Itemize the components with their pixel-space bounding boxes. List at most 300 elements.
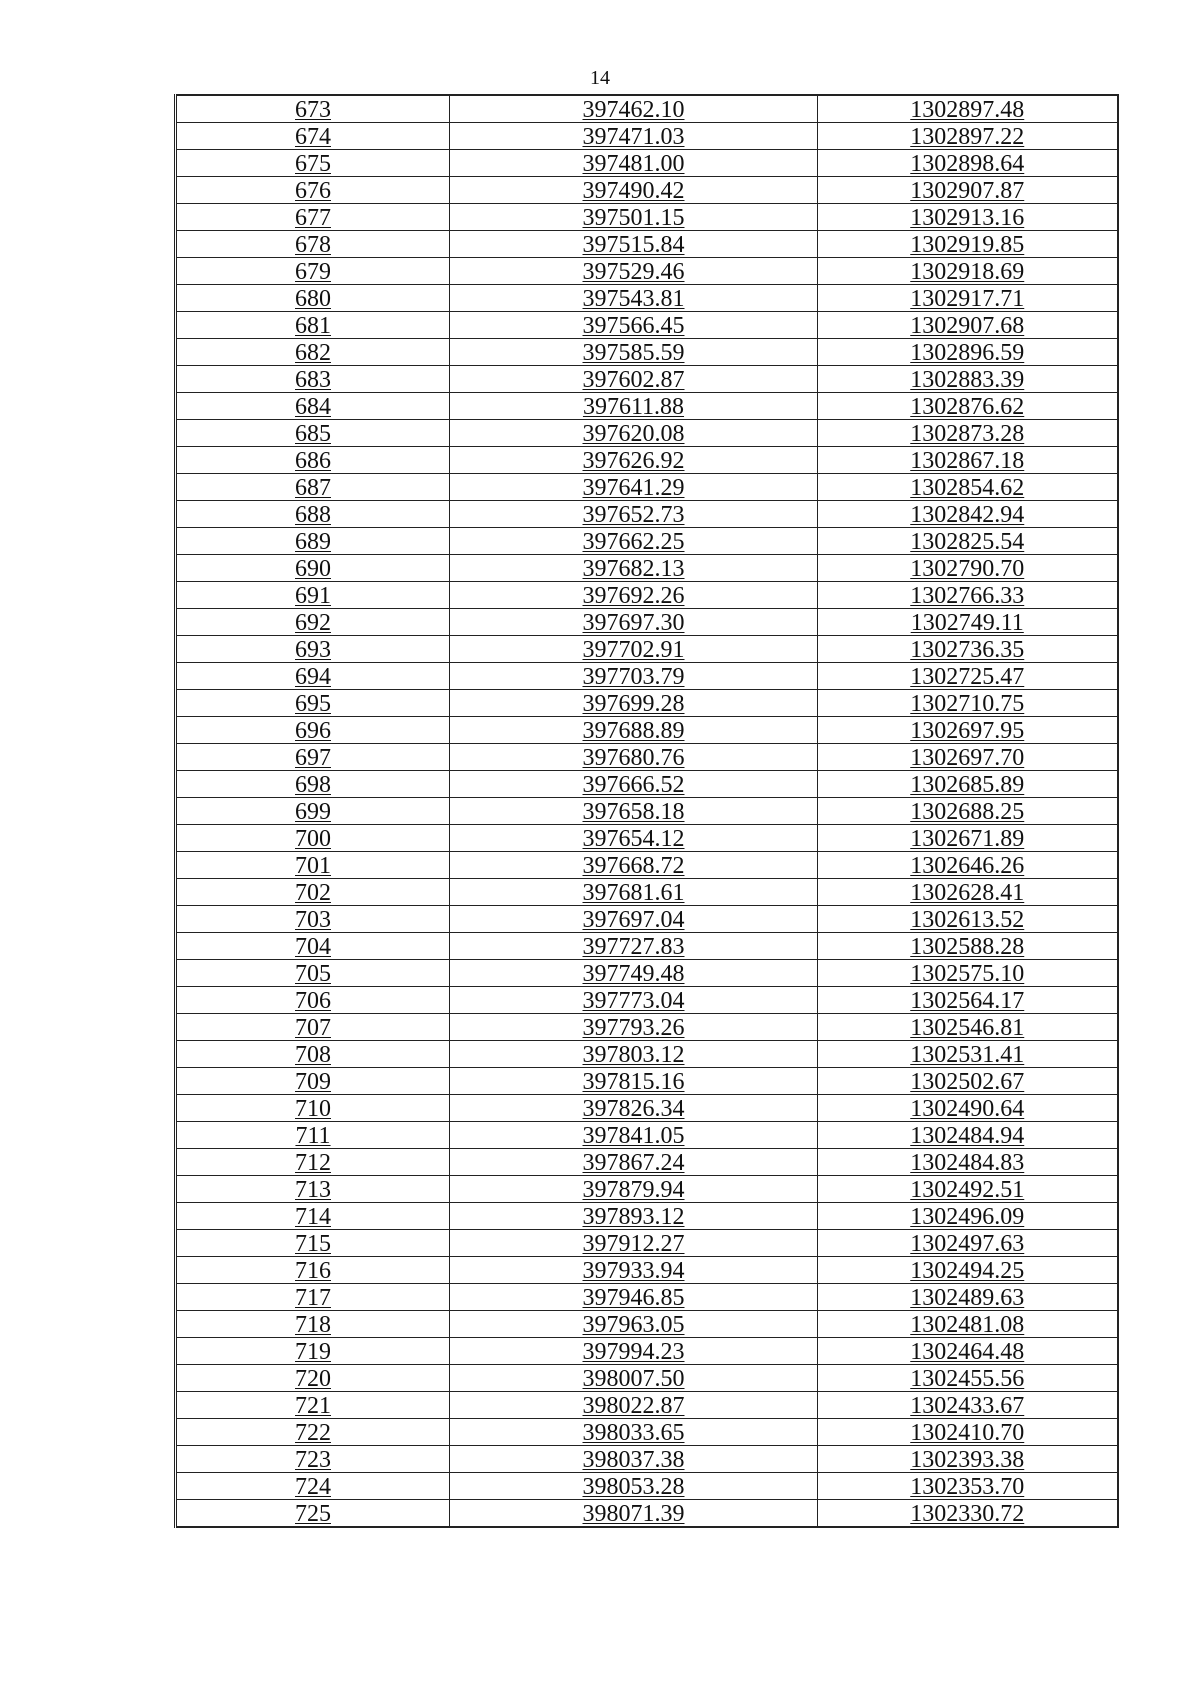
y-coordinate-cell-text: 1302907.68 <box>910 313 1025 339</box>
table-row <box>176 1122 1118 1149</box>
x-coordinate-cell-text: 397912.27 <box>582 1231 685 1257</box>
table-row <box>176 1014 1118 1041</box>
y-coordinate-cell <box>818 231 1118 258</box>
point-number-cell <box>176 1365 450 1392</box>
y-coordinate-cell <box>818 1257 1118 1284</box>
x-coordinate-cell-text: 397946.85 <box>582 1285 685 1311</box>
table-row <box>176 1311 1118 1338</box>
y-coordinate-cell-text: 1302646.26 <box>910 853 1025 879</box>
table-row <box>176 960 1118 987</box>
y-coordinate-cell-text: 1302918.69 <box>910 259 1025 285</box>
y-coordinate-cell <box>818 123 1118 150</box>
x-coordinate-cell <box>450 798 818 825</box>
point-number-cell-text: 697 <box>295 745 331 771</box>
y-coordinate-cell-text: 1302464.48 <box>910 1339 1025 1365</box>
y-coordinate-cell <box>818 1311 1118 1338</box>
y-coordinate-cell-text: 1302697.70 <box>910 745 1025 771</box>
y-coordinate-cell <box>818 285 1118 312</box>
coordinates-table-body <box>176 95 1118 1527</box>
point-number-cell-text: 718 <box>295 1312 331 1338</box>
x-coordinate-cell-text: 397692.26 <box>582 583 685 609</box>
x-coordinate-cell <box>450 987 818 1014</box>
point-number-cell <box>176 1230 450 1257</box>
coordinates-table <box>174 94 1119 1528</box>
point-number-cell-text: 688 <box>295 502 331 528</box>
point-number-cell-text: 703 <box>295 907 331 933</box>
x-coordinate-cell <box>450 1365 818 1392</box>
point-number-cell-text: 699 <box>295 799 331 825</box>
table-row <box>176 95 1118 123</box>
x-coordinate-cell-text: 397620.08 <box>582 421 685 447</box>
table-row <box>176 771 1118 798</box>
table-row <box>176 366 1118 393</box>
table-row <box>176 1230 1118 1257</box>
point-number-cell-text: 682 <box>295 340 331 366</box>
y-coordinate-cell <box>818 366 1118 393</box>
y-coordinate-cell <box>818 690 1118 717</box>
point-number-cell <box>176 636 450 663</box>
point-number-cell-text: 687 <box>295 475 331 501</box>
y-coordinate-cell-text: 1302492.51 <box>910 1177 1025 1203</box>
point-number-cell <box>176 474 450 501</box>
y-coordinate-cell <box>818 258 1118 285</box>
point-number-cell-text: 684 <box>295 394 331 420</box>
y-coordinate-cell <box>818 1446 1118 1473</box>
table-row <box>176 852 1118 879</box>
point-number-cell <box>176 852 450 879</box>
table-row <box>176 1149 1118 1176</box>
x-coordinate-cell <box>450 690 818 717</box>
table-row <box>176 717 1118 744</box>
y-coordinate-cell-text: 1302455.56 <box>910 1366 1025 1392</box>
y-coordinate-cell-text: 1302766.33 <box>910 583 1025 609</box>
y-coordinate-cell-text: 1302489.63 <box>910 1285 1025 1311</box>
y-coordinate-cell-text: 1302725.47 <box>910 664 1025 690</box>
x-coordinate-cell-text: 397585.59 <box>582 340 685 366</box>
table-row <box>176 825 1118 852</box>
y-coordinate-cell-text: 1302876.62 <box>910 394 1025 420</box>
x-coordinate-cell <box>450 609 818 636</box>
x-coordinate-cell-text: 397703.79 <box>582 664 685 690</box>
y-coordinate-cell <box>818 1338 1118 1365</box>
point-number-cell-text: 720 <box>295 1366 331 1392</box>
y-coordinate-cell-text: 1302433.67 <box>910 1393 1025 1419</box>
point-number-cell-text: 701 <box>295 853 331 879</box>
x-coordinate-cell-text: 398071.39 <box>582 1501 685 1527</box>
point-number-cell <box>176 960 450 987</box>
point-number-cell-text: 716 <box>295 1258 331 1284</box>
table-row <box>176 501 1118 528</box>
point-number-cell <box>176 1203 450 1230</box>
x-coordinate-cell-text: 397543.81 <box>582 286 685 312</box>
x-coordinate-cell <box>450 258 818 285</box>
table-row <box>176 258 1118 285</box>
point-number-cell <box>176 1257 450 1284</box>
x-coordinate-cell-text: 397688.89 <box>582 718 685 744</box>
point-number-cell-text: 686 <box>295 448 331 474</box>
table-row <box>176 1257 1118 1284</box>
y-coordinate-cell-text: 1302494.25 <box>910 1258 1025 1284</box>
y-coordinate-cell-text: 1302854.62 <box>910 475 1025 501</box>
table-row <box>176 447 1118 474</box>
x-coordinate-cell-text: 398033.65 <box>582 1420 685 1446</box>
x-coordinate-cell-text: 397994.23 <box>582 1339 685 1365</box>
x-coordinate-cell <box>450 1446 818 1473</box>
point-number-cell-text: 695 <box>295 691 331 717</box>
y-coordinate-cell-text: 1302867.18 <box>910 448 1025 474</box>
point-number-cell-text: 700 <box>295 826 331 852</box>
x-coordinate-cell-text: 397841.05 <box>582 1123 685 1149</box>
table-row <box>176 1095 1118 1122</box>
x-coordinate-cell <box>450 906 818 933</box>
x-coordinate-cell <box>450 1311 818 1338</box>
y-coordinate-cell-text: 1302825.54 <box>910 529 1025 555</box>
point-number-cell-text: 680 <box>295 286 331 312</box>
y-coordinate-cell <box>818 177 1118 204</box>
x-coordinate-cell <box>450 1392 818 1419</box>
x-coordinate-cell-text: 397501.15 <box>582 205 685 231</box>
x-coordinate-cell-text: 397867.24 <box>582 1150 685 1176</box>
x-coordinate-cell-text: 397749.48 <box>582 961 685 987</box>
x-coordinate-cell <box>450 1095 818 1122</box>
y-coordinate-cell-text: 1302575.10 <box>910 961 1025 987</box>
y-coordinate-cell-text: 1302484.83 <box>910 1150 1025 1176</box>
y-coordinate-cell <box>818 1041 1118 1068</box>
y-coordinate-cell <box>818 150 1118 177</box>
point-number-cell <box>176 339 450 366</box>
point-number-cell-text: 692 <box>295 610 331 636</box>
y-coordinate-cell <box>818 1419 1118 1446</box>
x-coordinate-cell <box>450 231 818 258</box>
x-coordinate-cell-text: 397666.52 <box>582 772 685 798</box>
table-row <box>176 474 1118 501</box>
x-coordinate-cell <box>450 123 818 150</box>
x-coordinate-cell <box>450 1257 818 1284</box>
x-coordinate-cell <box>450 366 818 393</box>
x-coordinate-cell <box>450 1041 818 1068</box>
x-coordinate-cell-text: 398007.50 <box>582 1366 685 1392</box>
point-number-cell <box>176 1311 450 1338</box>
table-row <box>176 906 1118 933</box>
point-number-cell-text: 719 <box>295 1339 331 1365</box>
y-coordinate-cell <box>818 1500 1118 1528</box>
x-coordinate-cell-text: 397699.28 <box>582 691 685 717</box>
point-number-cell-text: 712 <box>295 1150 331 1176</box>
y-coordinate-cell <box>818 312 1118 339</box>
point-number-cell-text: 689 <box>295 529 331 555</box>
point-number-cell-text: 713 <box>295 1177 331 1203</box>
table-row <box>176 123 1118 150</box>
point-number-cell-text: 675 <box>295 151 331 177</box>
point-number-cell <box>176 177 450 204</box>
y-coordinate-cell-text: 1302883.39 <box>910 367 1025 393</box>
y-coordinate-cell-text: 1302671.89 <box>910 826 1025 852</box>
x-coordinate-cell <box>450 933 818 960</box>
table-row <box>176 150 1118 177</box>
point-number-cell-text: 696 <box>295 718 331 744</box>
point-number-cell <box>176 123 450 150</box>
x-coordinate-cell-text: 397602.87 <box>582 367 685 393</box>
point-number-cell <box>176 150 450 177</box>
point-number-cell-text: 723 <box>295 1447 331 1473</box>
y-coordinate-cell <box>818 582 1118 609</box>
x-coordinate-cell-text: 397662.25 <box>582 529 685 555</box>
x-coordinate-cell-text: 397803.12 <box>582 1042 685 1068</box>
point-number-cell-text: 706 <box>295 988 331 1014</box>
table-row <box>176 1338 1118 1365</box>
y-coordinate-cell <box>818 1230 1118 1257</box>
x-coordinate-cell <box>450 663 818 690</box>
x-coordinate-cell <box>450 825 818 852</box>
y-coordinate-cell <box>818 501 1118 528</box>
point-number-cell-text: 714 <box>295 1204 331 1230</box>
point-number-cell-text: 683 <box>295 367 331 393</box>
x-coordinate-cell <box>450 1068 818 1095</box>
y-coordinate-cell <box>818 1068 1118 1095</box>
x-coordinate-cell-text: 397773.04 <box>582 988 685 1014</box>
table-row <box>176 420 1118 447</box>
x-coordinate-cell <box>450 420 818 447</box>
y-coordinate-cell-text: 1302898.64 <box>910 151 1025 177</box>
point-number-cell <box>176 231 450 258</box>
point-number-cell-text: 673 <box>295 97 331 123</box>
x-coordinate-cell-text: 397681.61 <box>582 880 685 906</box>
point-number-cell-text: 702 <box>295 880 331 906</box>
y-coordinate-cell <box>818 420 1118 447</box>
y-coordinate-cell <box>818 1095 1118 1122</box>
x-coordinate-cell-text: 397654.12 <box>582 826 685 852</box>
x-coordinate-cell-text: 397626.92 <box>582 448 685 474</box>
point-number-cell <box>176 1392 450 1419</box>
point-number-cell <box>176 798 450 825</box>
table-row <box>176 177 1118 204</box>
point-number-cell-text: 711 <box>295 1123 331 1149</box>
y-coordinate-cell <box>818 1365 1118 1392</box>
x-coordinate-cell-text: 398022.87 <box>582 1393 685 1419</box>
point-number-cell <box>176 933 450 960</box>
x-coordinate-cell <box>450 312 818 339</box>
point-number-cell <box>176 95 450 123</box>
point-number-cell <box>176 690 450 717</box>
point-number-cell <box>176 1446 450 1473</box>
point-number-cell <box>176 312 450 339</box>
x-coordinate-cell-text: 397702.91 <box>582 637 685 663</box>
x-coordinate-cell <box>450 1419 818 1446</box>
y-coordinate-cell <box>818 852 1118 879</box>
point-number-cell <box>176 609 450 636</box>
x-coordinate-cell <box>450 960 818 987</box>
table-row <box>176 1203 1118 1230</box>
y-coordinate-cell-text: 1302613.52 <box>910 907 1025 933</box>
point-number-cell-text: 715 <box>295 1231 331 1257</box>
table-row <box>176 1446 1118 1473</box>
table-row <box>176 1284 1118 1311</box>
point-number-cell-text: 677 <box>295 205 331 231</box>
point-number-cell-text: 710 <box>295 1096 331 1122</box>
point-number-cell-text: 722 <box>295 1420 331 1446</box>
y-coordinate-cell <box>818 933 1118 960</box>
point-number-cell <box>176 366 450 393</box>
x-coordinate-cell-text: 397963.05 <box>582 1312 685 1338</box>
y-coordinate-cell <box>818 555 1118 582</box>
y-coordinate-cell <box>818 636 1118 663</box>
y-coordinate-cell-text: 1302736.35 <box>910 637 1025 663</box>
table-row <box>176 636 1118 663</box>
y-coordinate-cell <box>818 204 1118 231</box>
table-row <box>176 987 1118 1014</box>
x-coordinate-cell <box>450 1176 818 1203</box>
y-coordinate-cell-text: 1302531.41 <box>910 1042 1025 1068</box>
y-coordinate-cell-text: 1302330.72 <box>910 1501 1025 1527</box>
table-row <box>176 1473 1118 1500</box>
table-row <box>176 231 1118 258</box>
y-coordinate-cell-text: 1302353.70 <box>910 1474 1025 1500</box>
point-number-cell-text: 717 <box>295 1285 331 1311</box>
table-row <box>176 1365 1118 1392</box>
y-coordinate-cell <box>818 1014 1118 1041</box>
point-number-cell-text: 681 <box>295 313 331 339</box>
x-coordinate-cell-text: 397481.00 <box>582 151 685 177</box>
x-coordinate-cell <box>450 1122 818 1149</box>
y-coordinate-cell <box>818 1392 1118 1419</box>
point-number-cell <box>176 1014 450 1041</box>
table-row <box>176 744 1118 771</box>
point-number-cell <box>176 1284 450 1311</box>
x-coordinate-cell <box>450 582 818 609</box>
x-coordinate-cell <box>450 1500 818 1528</box>
page-number: 14 <box>590 67 610 89</box>
x-coordinate-cell-text: 397529.46 <box>582 259 685 285</box>
x-coordinate-cell-text: 397611.88 <box>582 394 685 420</box>
x-coordinate-cell <box>450 1338 818 1365</box>
x-coordinate-cell-text: 397826.34 <box>582 1096 685 1122</box>
x-coordinate-cell-text: 397697.30 <box>582 610 685 636</box>
table-row <box>176 1500 1118 1528</box>
y-coordinate-cell-text: 1302919.85 <box>910 232 1025 258</box>
table-row <box>176 690 1118 717</box>
y-coordinate-cell-text: 1302546.81 <box>910 1015 1025 1041</box>
table-row <box>176 1176 1118 1203</box>
point-number-cell <box>176 1041 450 1068</box>
point-number-cell-text: 698 <box>295 772 331 798</box>
y-coordinate-cell <box>818 528 1118 555</box>
point-number-cell <box>176 1068 450 1095</box>
y-coordinate-cell <box>818 1149 1118 1176</box>
x-coordinate-cell <box>450 1230 818 1257</box>
x-coordinate-cell-text: 398037.38 <box>582 1447 685 1473</box>
y-coordinate-cell-text: 1302497.63 <box>910 1231 1025 1257</box>
point-number-cell-text: 690 <box>295 556 331 582</box>
y-coordinate-cell <box>818 1473 1118 1500</box>
y-coordinate-cell <box>818 798 1118 825</box>
x-coordinate-cell <box>450 474 818 501</box>
y-coordinate-cell-text: 1302897.48 <box>910 97 1025 123</box>
x-coordinate-cell <box>450 744 818 771</box>
table-row <box>176 204 1118 231</box>
y-coordinate-cell-text: 1302393.38 <box>910 1447 1025 1473</box>
point-number-cell-text: 707 <box>295 1015 331 1041</box>
point-number-cell <box>176 987 450 1014</box>
x-coordinate-cell <box>450 879 818 906</box>
x-coordinate-cell-text: 398053.28 <box>582 1474 685 1500</box>
point-number-cell-text: 685 <box>295 421 331 447</box>
y-coordinate-cell-text: 1302688.25 <box>910 799 1025 825</box>
x-coordinate-cell-text: 397658.18 <box>582 799 685 825</box>
table-row <box>176 663 1118 690</box>
x-coordinate-cell <box>450 1473 818 1500</box>
x-coordinate-cell-text: 397490.42 <box>582 178 685 204</box>
y-coordinate-cell <box>818 987 1118 1014</box>
point-number-cell <box>176 906 450 933</box>
table-row <box>176 393 1118 420</box>
y-coordinate-cell-text: 1302685.89 <box>910 772 1025 798</box>
table-row <box>176 1068 1118 1095</box>
point-number-cell-text: 693 <box>295 637 331 663</box>
x-coordinate-cell <box>450 717 818 744</box>
x-coordinate-cell-text: 397682.13 <box>582 556 685 582</box>
table-row <box>176 609 1118 636</box>
point-number-cell <box>176 555 450 582</box>
table-row <box>176 582 1118 609</box>
y-coordinate-cell <box>818 339 1118 366</box>
x-coordinate-cell-text: 397462.10 <box>582 97 685 123</box>
point-number-cell-text: 691 <box>295 583 331 609</box>
x-coordinate-cell <box>450 528 818 555</box>
x-coordinate-cell <box>450 636 818 663</box>
point-number-cell-text: 705 <box>295 961 331 987</box>
point-number-cell <box>176 285 450 312</box>
table-row <box>176 555 1118 582</box>
point-number-cell-text: 708 <box>295 1042 331 1068</box>
point-number-cell-text: 674 <box>295 124 331 150</box>
x-coordinate-cell <box>450 501 818 528</box>
x-coordinate-cell <box>450 150 818 177</box>
table-row <box>176 1419 1118 1446</box>
x-coordinate-cell <box>450 1284 818 1311</box>
y-coordinate-cell <box>818 95 1118 123</box>
x-coordinate-cell-text: 397652.73 <box>582 502 685 528</box>
y-coordinate-cell-text: 1302897.22 <box>910 124 1025 150</box>
point-number-cell <box>176 1149 450 1176</box>
point-number-cell <box>176 1176 450 1203</box>
point-number-cell-text: 678 <box>295 232 331 258</box>
point-number-cell <box>176 420 450 447</box>
y-coordinate-cell-text: 1302490.64 <box>910 1096 1025 1122</box>
x-coordinate-cell <box>450 285 818 312</box>
y-coordinate-cell-text: 1302484.94 <box>910 1123 1025 1149</box>
x-coordinate-cell-text: 397697.04 <box>582 907 685 933</box>
point-number-cell <box>176 1095 450 1122</box>
point-number-cell-text: 724 <box>295 1474 331 1500</box>
table-row <box>176 528 1118 555</box>
y-coordinate-cell-text: 1302907.87 <box>910 178 1025 204</box>
y-coordinate-cell <box>818 447 1118 474</box>
y-coordinate-cell <box>818 609 1118 636</box>
y-coordinate-cell-text: 1302697.95 <box>910 718 1025 744</box>
point-number-cell-text: 725 <box>295 1501 331 1527</box>
point-number-cell-text: 704 <box>295 934 331 960</box>
y-coordinate-cell-text: 1302564.17 <box>910 988 1025 1014</box>
y-coordinate-cell-text: 1302913.16 <box>910 205 1025 231</box>
point-number-cell-text: 679 <box>295 259 331 285</box>
x-coordinate-cell <box>450 339 818 366</box>
y-coordinate-cell-text: 1302917.71 <box>910 286 1025 312</box>
x-coordinate-cell <box>450 447 818 474</box>
x-coordinate-cell <box>450 204 818 231</box>
y-coordinate-cell-text: 1302496.09 <box>910 1204 1025 1230</box>
point-number-cell-text: 709 <box>295 1069 331 1095</box>
point-number-cell <box>176 771 450 798</box>
